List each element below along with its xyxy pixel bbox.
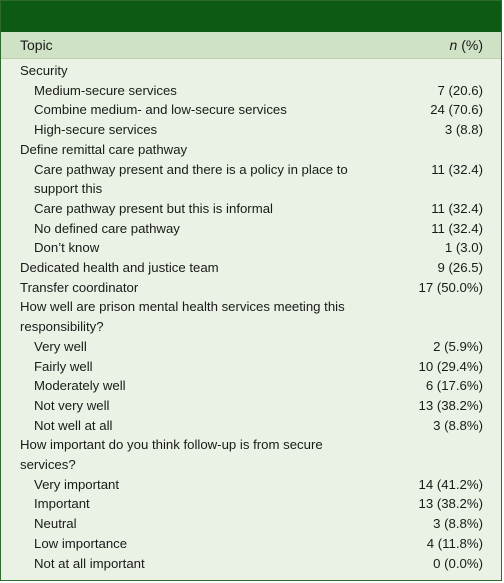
section-row xyxy=(1,435,501,474)
row-label: Medium-secure services xyxy=(34,82,177,98)
table-row xyxy=(1,396,501,416)
row-label: Not very well xyxy=(34,397,110,413)
row-label: Transfer coordinator xyxy=(20,279,139,295)
row-label: Dedicated health and justice team xyxy=(20,260,219,276)
row-value: 4 (11.8%) xyxy=(426,535,483,551)
row-value: 13 (38.2%) xyxy=(418,496,483,512)
row-value: 0 (0.0%) xyxy=(433,555,483,571)
row-value: 17 (50.0%) xyxy=(418,279,483,295)
header-percent: (%) xyxy=(457,37,483,53)
row-label: Very important xyxy=(34,476,120,492)
row-value: 7 (20.6) xyxy=(437,82,483,98)
row-value: 1 (3.0) xyxy=(444,240,483,256)
row-label: Moderately well xyxy=(34,378,126,394)
row-value: 2 (5.9%) xyxy=(433,338,483,354)
table-row xyxy=(1,238,501,258)
row-value: 9 (26.5) xyxy=(437,260,483,276)
row-label: Define remittal care pathway xyxy=(20,141,188,157)
section-row xyxy=(1,297,501,336)
table-row xyxy=(1,416,501,436)
row-value: 6 (17.6%) xyxy=(425,378,483,394)
row-value: 11 (32.4) xyxy=(431,161,483,177)
section-row xyxy=(1,258,501,278)
row-value: 14 (41.2%) xyxy=(418,476,483,492)
row-label: Care pathway present and there is a policy in place to support this xyxy=(34,161,348,197)
row-value: 3 (8.8) xyxy=(444,122,483,138)
row-value: 24 (70.6) xyxy=(430,102,483,118)
row-label: Low importance xyxy=(34,535,128,551)
table-row xyxy=(1,357,501,377)
row-value: 3 (8.8%) xyxy=(433,516,483,532)
row-label: Neutral xyxy=(34,516,77,532)
table-title-bar xyxy=(1,1,501,32)
header-n-percent xyxy=(381,37,501,53)
header-topic: Topic xyxy=(20,37,53,53)
table-row xyxy=(1,554,501,574)
table-row xyxy=(1,120,501,140)
table-row xyxy=(1,534,501,554)
row-label: Not well at all xyxy=(34,417,113,433)
row-value: 3 (8.8%) xyxy=(433,417,483,433)
row-value: 11 (32.4) xyxy=(431,220,483,236)
table-row xyxy=(1,199,501,219)
table-row xyxy=(1,160,501,199)
table-header-row xyxy=(1,32,501,59)
row-label: Don’t know xyxy=(34,240,100,256)
table-row xyxy=(1,475,501,495)
table-row xyxy=(1,514,501,534)
row-label: High-secure services xyxy=(34,122,158,138)
row-label: Security xyxy=(20,63,68,78)
row-value: 11 (32.4) xyxy=(431,200,483,216)
row-label: Combine medium- and low-secure services xyxy=(34,102,287,118)
table-row xyxy=(1,376,501,396)
table-row xyxy=(1,494,501,514)
table-row xyxy=(1,337,501,357)
row-value: 10 (29.4%) xyxy=(418,358,483,374)
row-label: Care pathway present but this is informal xyxy=(34,200,273,216)
table-row xyxy=(1,81,501,101)
section-row xyxy=(1,61,501,81)
section-row xyxy=(1,278,501,298)
row-value: 13 (38.2%) xyxy=(418,397,483,413)
row-label: Fairly well xyxy=(34,358,93,374)
table-row xyxy=(1,100,501,120)
row-label: How well are prison mental health services meeting this responsibility? xyxy=(20,299,345,335)
header-n: n xyxy=(449,37,458,53)
section-row xyxy=(1,140,501,160)
row-label: How important do you think follow-up is from secure services? xyxy=(20,437,323,473)
table-row xyxy=(1,219,501,239)
row-label: Important xyxy=(34,496,90,512)
row-label: Very well xyxy=(34,338,87,354)
row-label: No defined care pathway xyxy=(34,220,180,236)
row-label: Not at all important xyxy=(34,555,145,571)
table-body xyxy=(1,59,501,573)
